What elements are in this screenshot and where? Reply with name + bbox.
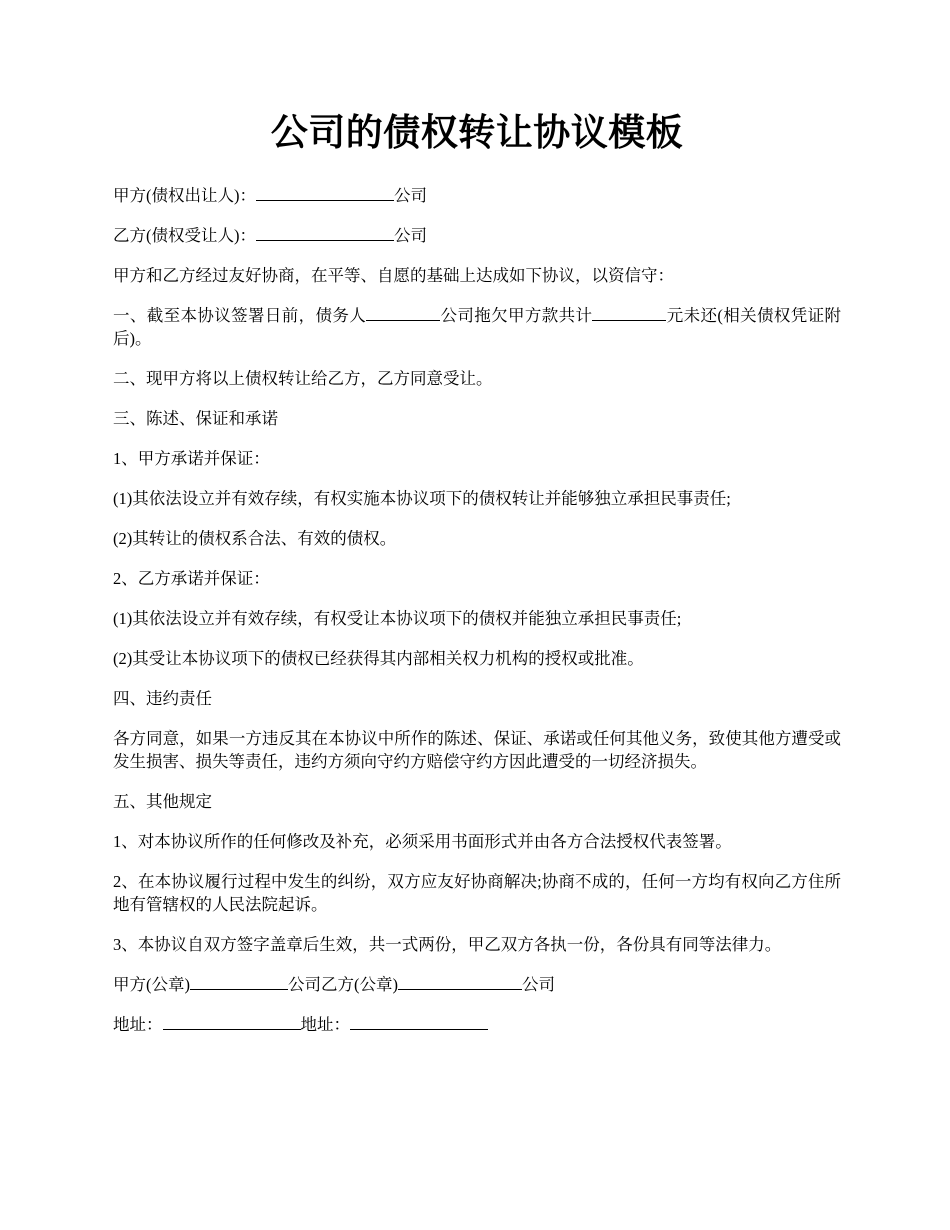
seal-a-blank xyxy=(190,973,288,990)
clause-5-2: 2、在本协议履行过程中发生的纠纷，双方应友好协商解决;协商不成的，任何一方均有权向乙方住所地有管辖权的人民法院起诉。 xyxy=(113,872,841,914)
clause-1-part1: 一、截至本协议签署日前，债务人 xyxy=(113,306,367,325)
clause-3-1-1: (1)其依法设立并有效存续，有权实施本协议项下的债权转让并能够独立承担民事责任; xyxy=(113,489,731,508)
clause-3-1-2: (2)其转让的债权系合法、有效的债权。 xyxy=(113,529,397,548)
clause-3-heading: 三、陈述、保证和承诺 xyxy=(113,409,278,428)
party-b-label: 乙方(债权受让人)： xyxy=(113,226,256,245)
intro-paragraph: 甲方和乙方经过友好协商，在平等、自愿的基础上达成如下协议，以资信守： xyxy=(113,266,674,285)
document-title: 公司的债权转让协议模板 xyxy=(270,113,684,154)
clause-4-heading: 四、违约责任 xyxy=(113,689,212,708)
clause-3-1: 1、甲方承诺并保证： xyxy=(113,449,270,468)
debtor-blank xyxy=(366,304,440,321)
address-line xyxy=(113,1013,841,1036)
document-page xyxy=(113,108,841,1053)
address-a-blank xyxy=(163,1013,301,1030)
seal-b-suffix: 公司 xyxy=(522,975,555,994)
clause-3-2-1: (1)其依法设立并有效存续，有权受让本协议项下的债权并能独立承担民事责任; xyxy=(113,609,682,628)
clause-3-2-2: (2)其受让本协议项下的债权已经获得其内部相关权力机构的授权或批准。 xyxy=(113,649,644,668)
clause-5-1: 1、对本协议所作的任何修改及补充，必须采用书面形式并由各方合法授权代表签署。 xyxy=(113,832,732,851)
party-a-label: 甲方(债权出让人)： xyxy=(113,186,256,205)
seal-a-suffix: 公司乙方(公章) xyxy=(288,975,398,994)
seal-b-blank xyxy=(398,973,522,990)
seal-line xyxy=(113,973,841,996)
address-a-label: 地址： xyxy=(113,1015,163,1034)
clause-1-part2: 公司拖欠甲方款共计 xyxy=(440,306,593,325)
party-a-line xyxy=(113,184,841,207)
clause-3-2: 2、乙方承诺并保证： xyxy=(113,569,270,588)
party-a-blank xyxy=(256,184,394,201)
party-a-suffix: 公司 xyxy=(394,186,427,205)
clause-5-3: 3、本协议自双方签字盖章后生效，共一式两份，甲乙双方各执一份，各份具有同等法律力。 xyxy=(113,935,782,954)
party-b-blank xyxy=(256,224,394,241)
address-b-label: 地址： xyxy=(300,1015,350,1034)
seal-a-label: 甲方(公章) xyxy=(113,975,190,994)
clause-4-body: 各方同意，如果一方违反其在本协议中所作的陈述、保证、承诺或任何其他义务，致使其他方遭受或发生损害、损失等责任，违约方须向守约方赔偿守约方因此遭受的一切经济损失。 xyxy=(113,729,841,771)
party-b-suffix: 公司 xyxy=(394,226,427,245)
clause-1 xyxy=(113,304,841,350)
clause-2: 二、现甲方将以上债权转让给乙方，乙方同意受让。 xyxy=(113,369,493,388)
clause-1-part3: 元未还(相关债权凭证附后)。 xyxy=(113,306,841,348)
clause-5-heading: 五、其他规定 xyxy=(113,792,212,811)
address-b-blank xyxy=(350,1013,488,1030)
party-b-line xyxy=(113,224,841,247)
amount-blank xyxy=(592,304,666,321)
